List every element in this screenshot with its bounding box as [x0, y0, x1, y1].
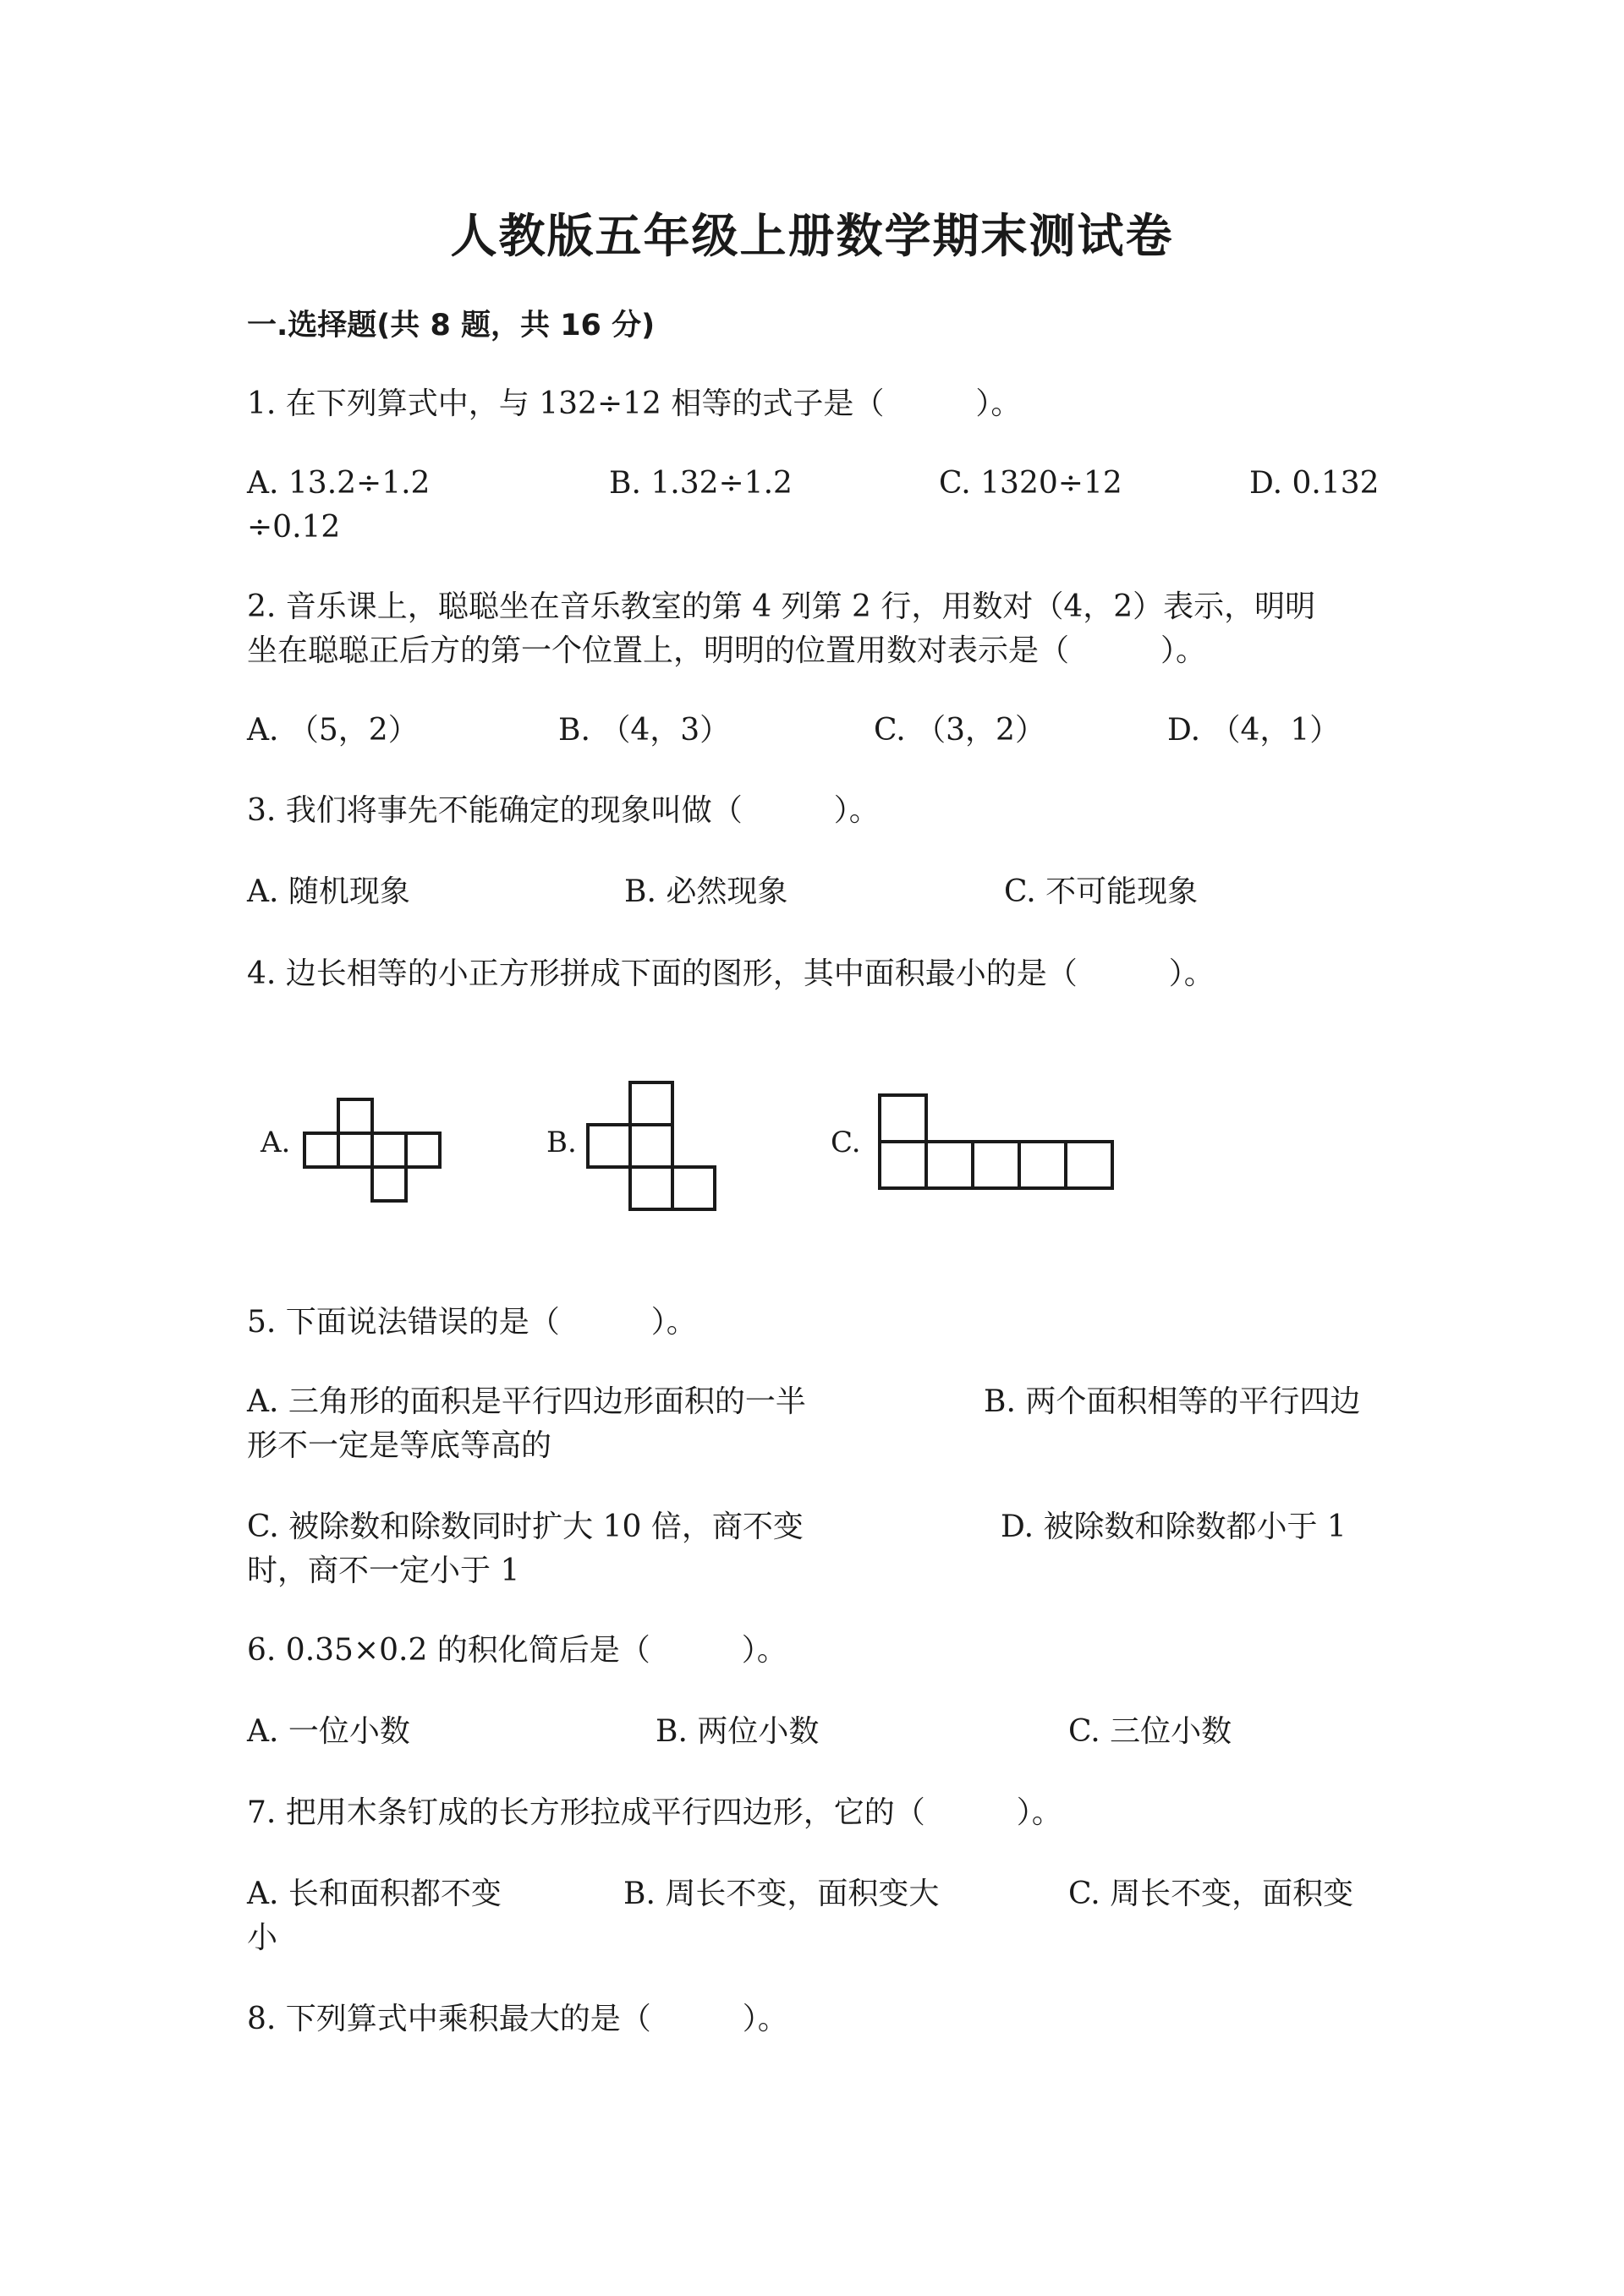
question-3-option-c: C. 不可能现象: [1004, 874, 1199, 909]
question-5-option-b-continued: 形不一定是等底等高的: [247, 1428, 552, 1463]
question-7-option-c-continued: 小: [247, 1921, 278, 1955]
question-7-option-b: B. 周长不变，面积变大: [623, 1877, 940, 1911]
figure-a-square: [338, 1133, 372, 1167]
question-7-option-c: C. 周长不变，面积变: [1068, 1877, 1354, 1911]
question-1-option-a: A. 13.2÷1.2: [247, 466, 431, 501]
figure-a-square: [372, 1133, 406, 1167]
figure-c-square: [1066, 1142, 1112, 1188]
question-2-option-c: C. （3，2）: [874, 713, 1045, 748]
question-5-option-b: B. 两个面积相等的平行四边: [984, 1384, 1361, 1419]
figure-c-square: [1019, 1142, 1066, 1188]
figure-b-square: [630, 1125, 672, 1167]
section-heading: 一.选择题(共 8 题，共 16 分): [247, 309, 656, 342]
question-1-option-d: D. 0.132: [1249, 466, 1380, 501]
question-5-option-d: D. 被除数和除数都小于 1: [1001, 1510, 1347, 1544]
page-title: 人教版五年级上册数学期末测试卷: [450, 209, 1174, 263]
figure-b-square: [672, 1167, 715, 1209]
question-6-option-c: C. 三位小数: [1068, 1714, 1232, 1749]
question-7-stem: 7. 把用木条钉成的长方形拉成平行四边形，它的（ ）。: [247, 1795, 1062, 1830]
question-1-stem: 1. 在下列算式中，与 132÷12 相等的式子是（ ）。: [247, 386, 1022, 421]
question-5-option-a: A. 三角形的面积是平行四边形面积的一半: [247, 1384, 806, 1419]
question-4-stem: 4. 边长相等的小正方形拼成下面的图形，其中面积最小的是（ ）。: [247, 956, 1215, 991]
question-2-stem-line-2: 坐在聪聪正后方的第一个位置上，明明的位置用数对表示是（ ）。: [247, 633, 1207, 668]
question-6-option-a: A. 一位小数: [247, 1714, 410, 1749]
figure-b: [533, 1074, 736, 1226]
figure-b-square: [630, 1167, 672, 1209]
question-2-option-b: B. （4，3）: [558, 713, 731, 748]
question-8-stem: 8. 下列算式中乘积最大的是（ ）。: [247, 2002, 788, 2036]
question-3-option-a: A. 随机现象: [247, 874, 410, 909]
question-7-option-a: A. 长和面积都不变: [247, 1877, 502, 1911]
figure-a-square: [406, 1133, 440, 1167]
question-6-stem: 6. 0.35×0.2 的积化简后是（ ）。: [247, 1633, 787, 1668]
figure-b-label: B.: [546, 1126, 577, 1159]
figure-c-square: [880, 1142, 926, 1188]
figure-c-label: C.: [831, 1126, 861, 1159]
figure-c: [820, 1087, 1125, 1214]
figure-c-square: [880, 1095, 926, 1142]
figure-c-square: [973, 1142, 1019, 1188]
figure-a-square: [372, 1167, 406, 1201]
question-1-option-d-continued: ÷0.12: [247, 510, 341, 545]
question-5-option-d-continued: 时，商不一定小于 1: [247, 1553, 520, 1588]
figure-a-square: [304, 1133, 338, 1167]
question-3-stem: 3. 我们将事先不能确定的现象叫做（ ）。: [247, 793, 880, 828]
question-3-option-b: B. 必然现象: [624, 874, 788, 909]
question-2-option-a: A. （5，2）: [247, 713, 419, 748]
question-1-option-c: C. 1320÷12: [939, 466, 1122, 501]
question-5-stem: 5. 下面说法错误的是（ ）。: [247, 1305, 697, 1340]
question-5-option-c: C. 被除数和除数同时扩大 10 倍，商不变: [247, 1510, 804, 1544]
question-2-stem-line-1: 2. 音乐课上，聪聪坐在音乐教室的第 4 列第 2 行，用数对（4，2）表示，明明: [247, 589, 1316, 624]
question-1-option-b: B. 1.32÷1.2: [609, 466, 793, 501]
figure-b-square: [588, 1125, 630, 1167]
figure-a-label: A.: [261, 1126, 291, 1159]
figure-c-square: [926, 1142, 973, 1188]
figure-b-square: [630, 1082, 672, 1125]
figure-a: [245, 1082, 457, 1209]
question-6-option-b: B. 两位小数: [656, 1714, 820, 1749]
question-2-option-d: D. （4，1）: [1167, 713, 1341, 748]
figure-a-square: [338, 1099, 372, 1133]
